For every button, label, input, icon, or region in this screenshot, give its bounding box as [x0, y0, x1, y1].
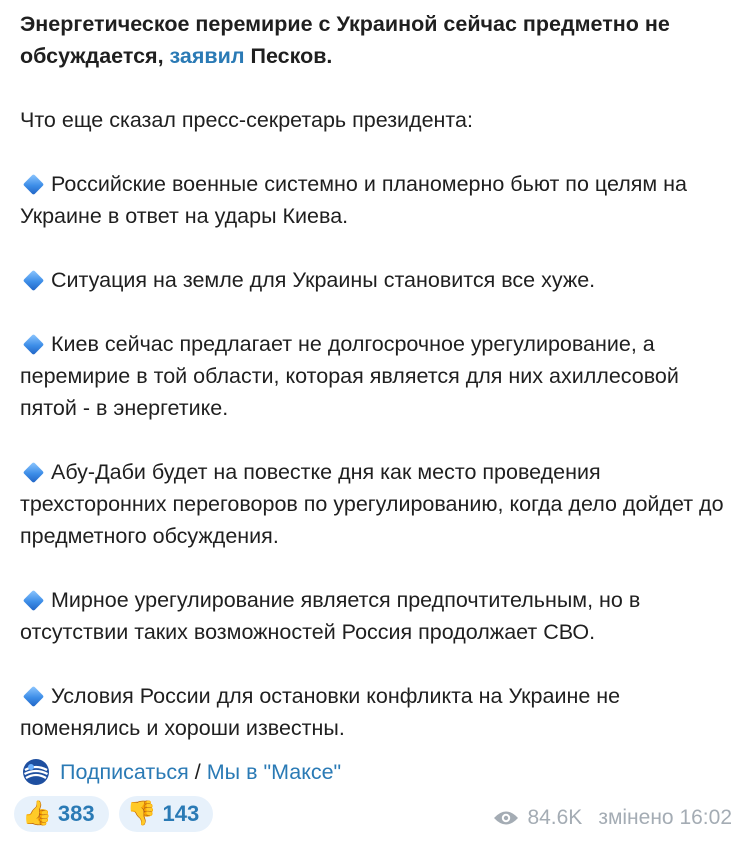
list-item-text: Ситуация на земле для Украины становится все хуже.: [51, 268, 596, 292]
dislike-count: 143: [162, 801, 200, 826]
headline-text-end: Песков.: [244, 44, 333, 68]
subscribe-link[interactable]: Подписаться: [60, 760, 189, 784]
subscribe-links: [22, 756, 341, 788]
reactions-bar: [14, 796, 213, 832]
list-item: [20, 168, 732, 232]
list-item: [20, 264, 732, 296]
like-count: 383: [57, 801, 95, 826]
max-link[interactable]: Мы в "Максе": [206, 760, 342, 784]
thumbs-down-icon: 👎: [126, 800, 157, 827]
views-count: 84.6K: [527, 806, 583, 829]
blue-diamond-icon: [23, 174, 44, 195]
links-separator: /: [188, 760, 207, 784]
intro-text: Что еще сказал пресс-секретарь президента:: [20, 108, 473, 132]
headline-link[interactable]: заявил: [169, 44, 245, 68]
thumbs-up-icon: 👍: [22, 800, 52, 827]
blue-diamond-icon: [23, 334, 44, 355]
list-item: [20, 680, 732, 744]
list-item-text: Российские военные системно и планомерно бьют по целям на Украине в ответ на удары Киева.: [20, 172, 687, 228]
list-item-text: Абу-Даби будет на повестке дня как место проведения трехсторонних переговоров по урегулированию, когда дело дойдет до предметного обсуждения.: [20, 460, 724, 548]
list-item-text: Мирное урегулирование является предпочтительным, но в отсутствии таких возможностей Россия продолжает СВО.: [20, 588, 641, 644]
like-reaction-button[interactable]: [14, 796, 109, 832]
message-body: [20, 8, 732, 744]
blue-diamond-icon: [23, 270, 44, 291]
channel-logo-icon: [22, 758, 50, 786]
message-headline: [20, 8, 732, 72]
list-item: [20, 584, 732, 648]
blue-diamond-icon: [23, 686, 44, 707]
views-eye-icon: [493, 809, 519, 827]
list-item: [20, 328, 732, 424]
blue-diamond-icon: [23, 590, 44, 611]
headline-text: Энергетическое перемирие с Украиной сейчас предметно не обсуждается,: [20, 12, 670, 68]
message-meta: [493, 806, 732, 830]
list-item-text: Условия России для остановки конфликта на Украине не поменялись и хороши известны.: [20, 684, 621, 740]
blue-diamond-icon: [23, 462, 44, 483]
dislike-reaction-button[interactable]: [119, 796, 214, 832]
list-item: [20, 456, 732, 552]
list-item-text: Киев сейчас предлагает не долгосрочное урегулирование, а перемирие в той области, которая является для них ахиллесовой пятой - в энергетике.: [20, 332, 679, 420]
edited-timestamp: змінено 16:02: [598, 806, 732, 829]
